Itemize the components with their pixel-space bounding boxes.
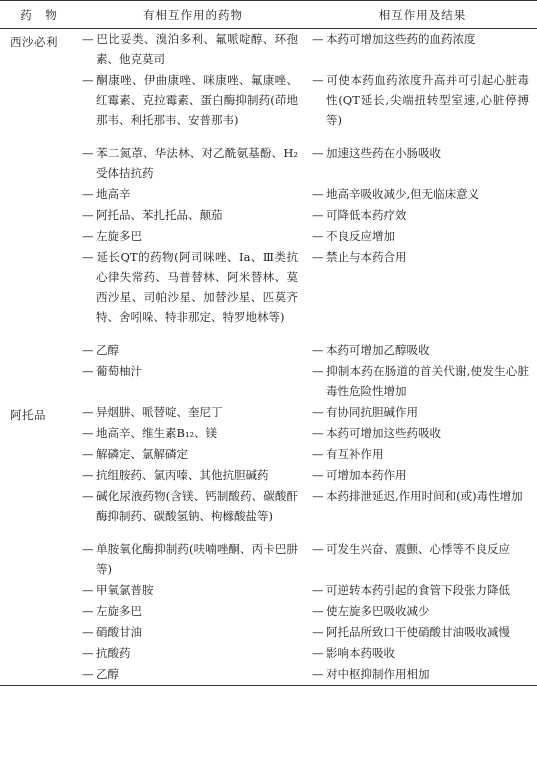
- interaction-effect: — 禁止与本药合用: [312, 247, 529, 267]
- interaction-effect: — 有协同抗胆碱作用: [312, 402, 529, 422]
- interacting-agents: — 巴比妥类、溴泊多利、氟哌啶醇、环孢素、他克莫司: [82, 29, 298, 69]
- table-row: [0, 205, 537, 226]
- interacting-agents: — 异烟肼、哌替啶、奎尼丁: [82, 402, 298, 422]
- table-body: [0, 29, 537, 686]
- interacting-agents: — 解磷定、氯解磷定: [82, 444, 298, 464]
- interaction-effect: — 本药可增加这些药吸收: [312, 423, 529, 443]
- interaction-effect: — 可降低本药疗效: [312, 205, 529, 225]
- drug-name: 阿托品: [10, 408, 46, 422]
- table-row: [0, 539, 537, 580]
- table-row: [0, 664, 537, 686]
- interaction-effect: — 有互补作用: [312, 444, 529, 464]
- table-row: [0, 226, 537, 247]
- header-row: [0, 1, 537, 29]
- interaction-effect: — 不良反应增加: [312, 226, 529, 246]
- interacting-agents: — 乙醇: [82, 664, 298, 684]
- table-row: [0, 580, 537, 601]
- interaction-effect: — 本药排泄延迟,作用时间和(或)毒性增加: [312, 486, 529, 506]
- table-row: [0, 247, 537, 340]
- header-interacting-agents: 有相互作用的药物: [143, 7, 243, 22]
- interaction-effect: — 本药可增加乙醇吸收: [312, 340, 529, 360]
- table-row: [0, 361, 537, 402]
- table-row: [0, 70, 537, 143]
- interaction-effect: — 本药可增加这些药的血药浓度: [312, 29, 529, 49]
- interacting-agents: — 葡萄柚汁: [82, 361, 298, 381]
- table-row: [0, 402, 537, 423]
- interaction-effect: — 地高辛吸收减少,但无临床意义: [312, 184, 529, 204]
- table-row: [0, 29, 537, 71]
- interacting-agents: — 酮康唑、伊曲康唑、咪康唑、氟康唑、红霉素、克拉霉素、蛋白酶抑制药(茚地那韦、利托那韦、安普那韦): [82, 70, 298, 130]
- drug-name: 西沙必利: [10, 35, 58, 49]
- interacting-agents: — 左旋多巴: [82, 226, 298, 246]
- table-row: [0, 465, 537, 486]
- table-row: [0, 643, 537, 664]
- interaction-effect: — 可逆转本药引起的食管下段张力降低: [312, 580, 529, 600]
- interaction-effect: — 影响本药吸收: [312, 643, 529, 663]
- interacting-agents: — 地高辛: [82, 184, 298, 204]
- table-row: [0, 444, 537, 465]
- header-drug: 药 物: [20, 7, 58, 22]
- interacting-agents: — 延长QT的药物(阿司咪唑、Ia、Ⅲ类抗心律失常药、马普替林、阿米替林、莫西沙星、司帕沙星、加替沙星、匹莫齐特、舍吲哚、特非那定、特罗地林等): [82, 247, 298, 327]
- interacting-agents: — 苯二氮䓬、华法林、对乙酰氨基酚、H₂受体拮抗药: [82, 143, 298, 183]
- interaction-effect: — 使左旋多巴吸收减少: [312, 601, 529, 621]
- interacting-agents: — 乙醇: [82, 340, 298, 360]
- table-row: [0, 601, 537, 622]
- interaction-effect: — 可使本药血药浓度升高并可引起心脏毒性(QT延长,尖端扭转型室速,心脏停搏等): [312, 70, 529, 130]
- interaction-effect: — 抑制本药在肠道的首关代谢,使发生心脏毒性危险性增加: [312, 361, 529, 401]
- table-row: [0, 423, 537, 444]
- interacting-agents: — 单胺氧化酶抑制药(呋喃唑酮、丙卡巴肼等): [82, 539, 298, 579]
- interacting-agents: — 甲氧氯普胺: [82, 580, 298, 600]
- interaction-effect: — 对中枢抑制作用相加: [312, 664, 529, 684]
- interacting-agents: — 硝酸甘油: [82, 622, 298, 642]
- table-row: [0, 143, 537, 184]
- header-interaction-effect: 相互作用及结果: [378, 7, 467, 22]
- interacting-agents: — 抗组胺药、氯丙嗪、其他抗胆碱药: [82, 465, 298, 485]
- interacting-agents: — 地高辛、维生素B₁₂、镁: [82, 423, 298, 443]
- table-header: [0, 1, 537, 29]
- interaction-effect: — 可增加本药作用: [312, 465, 529, 485]
- interacting-agents: — 抗酸药: [82, 643, 298, 663]
- table-row: [0, 184, 537, 205]
- interacting-agents: — 阿托品、苯扎托品、颠茄: [82, 205, 298, 225]
- interaction-effect: — 可发生兴奋、震颤、心悸等不良反应: [312, 539, 529, 559]
- interacting-agents: — 左旋多巴: [82, 601, 298, 621]
- table-row: [0, 486, 537, 539]
- table-row: [0, 622, 537, 643]
- interacting-agents: — 碱化尿液药物(含镁、钙制酸药、碳酸酐酶抑制药、碳酸氢钠、枸橼酸盐等): [82, 486, 298, 526]
- interaction-effect: — 阿托品所致口干使硝酸甘油吸收减慢: [312, 622, 529, 642]
- interaction-effect: — 加速这些药在小肠吸收: [312, 143, 529, 163]
- table-row: [0, 340, 537, 361]
